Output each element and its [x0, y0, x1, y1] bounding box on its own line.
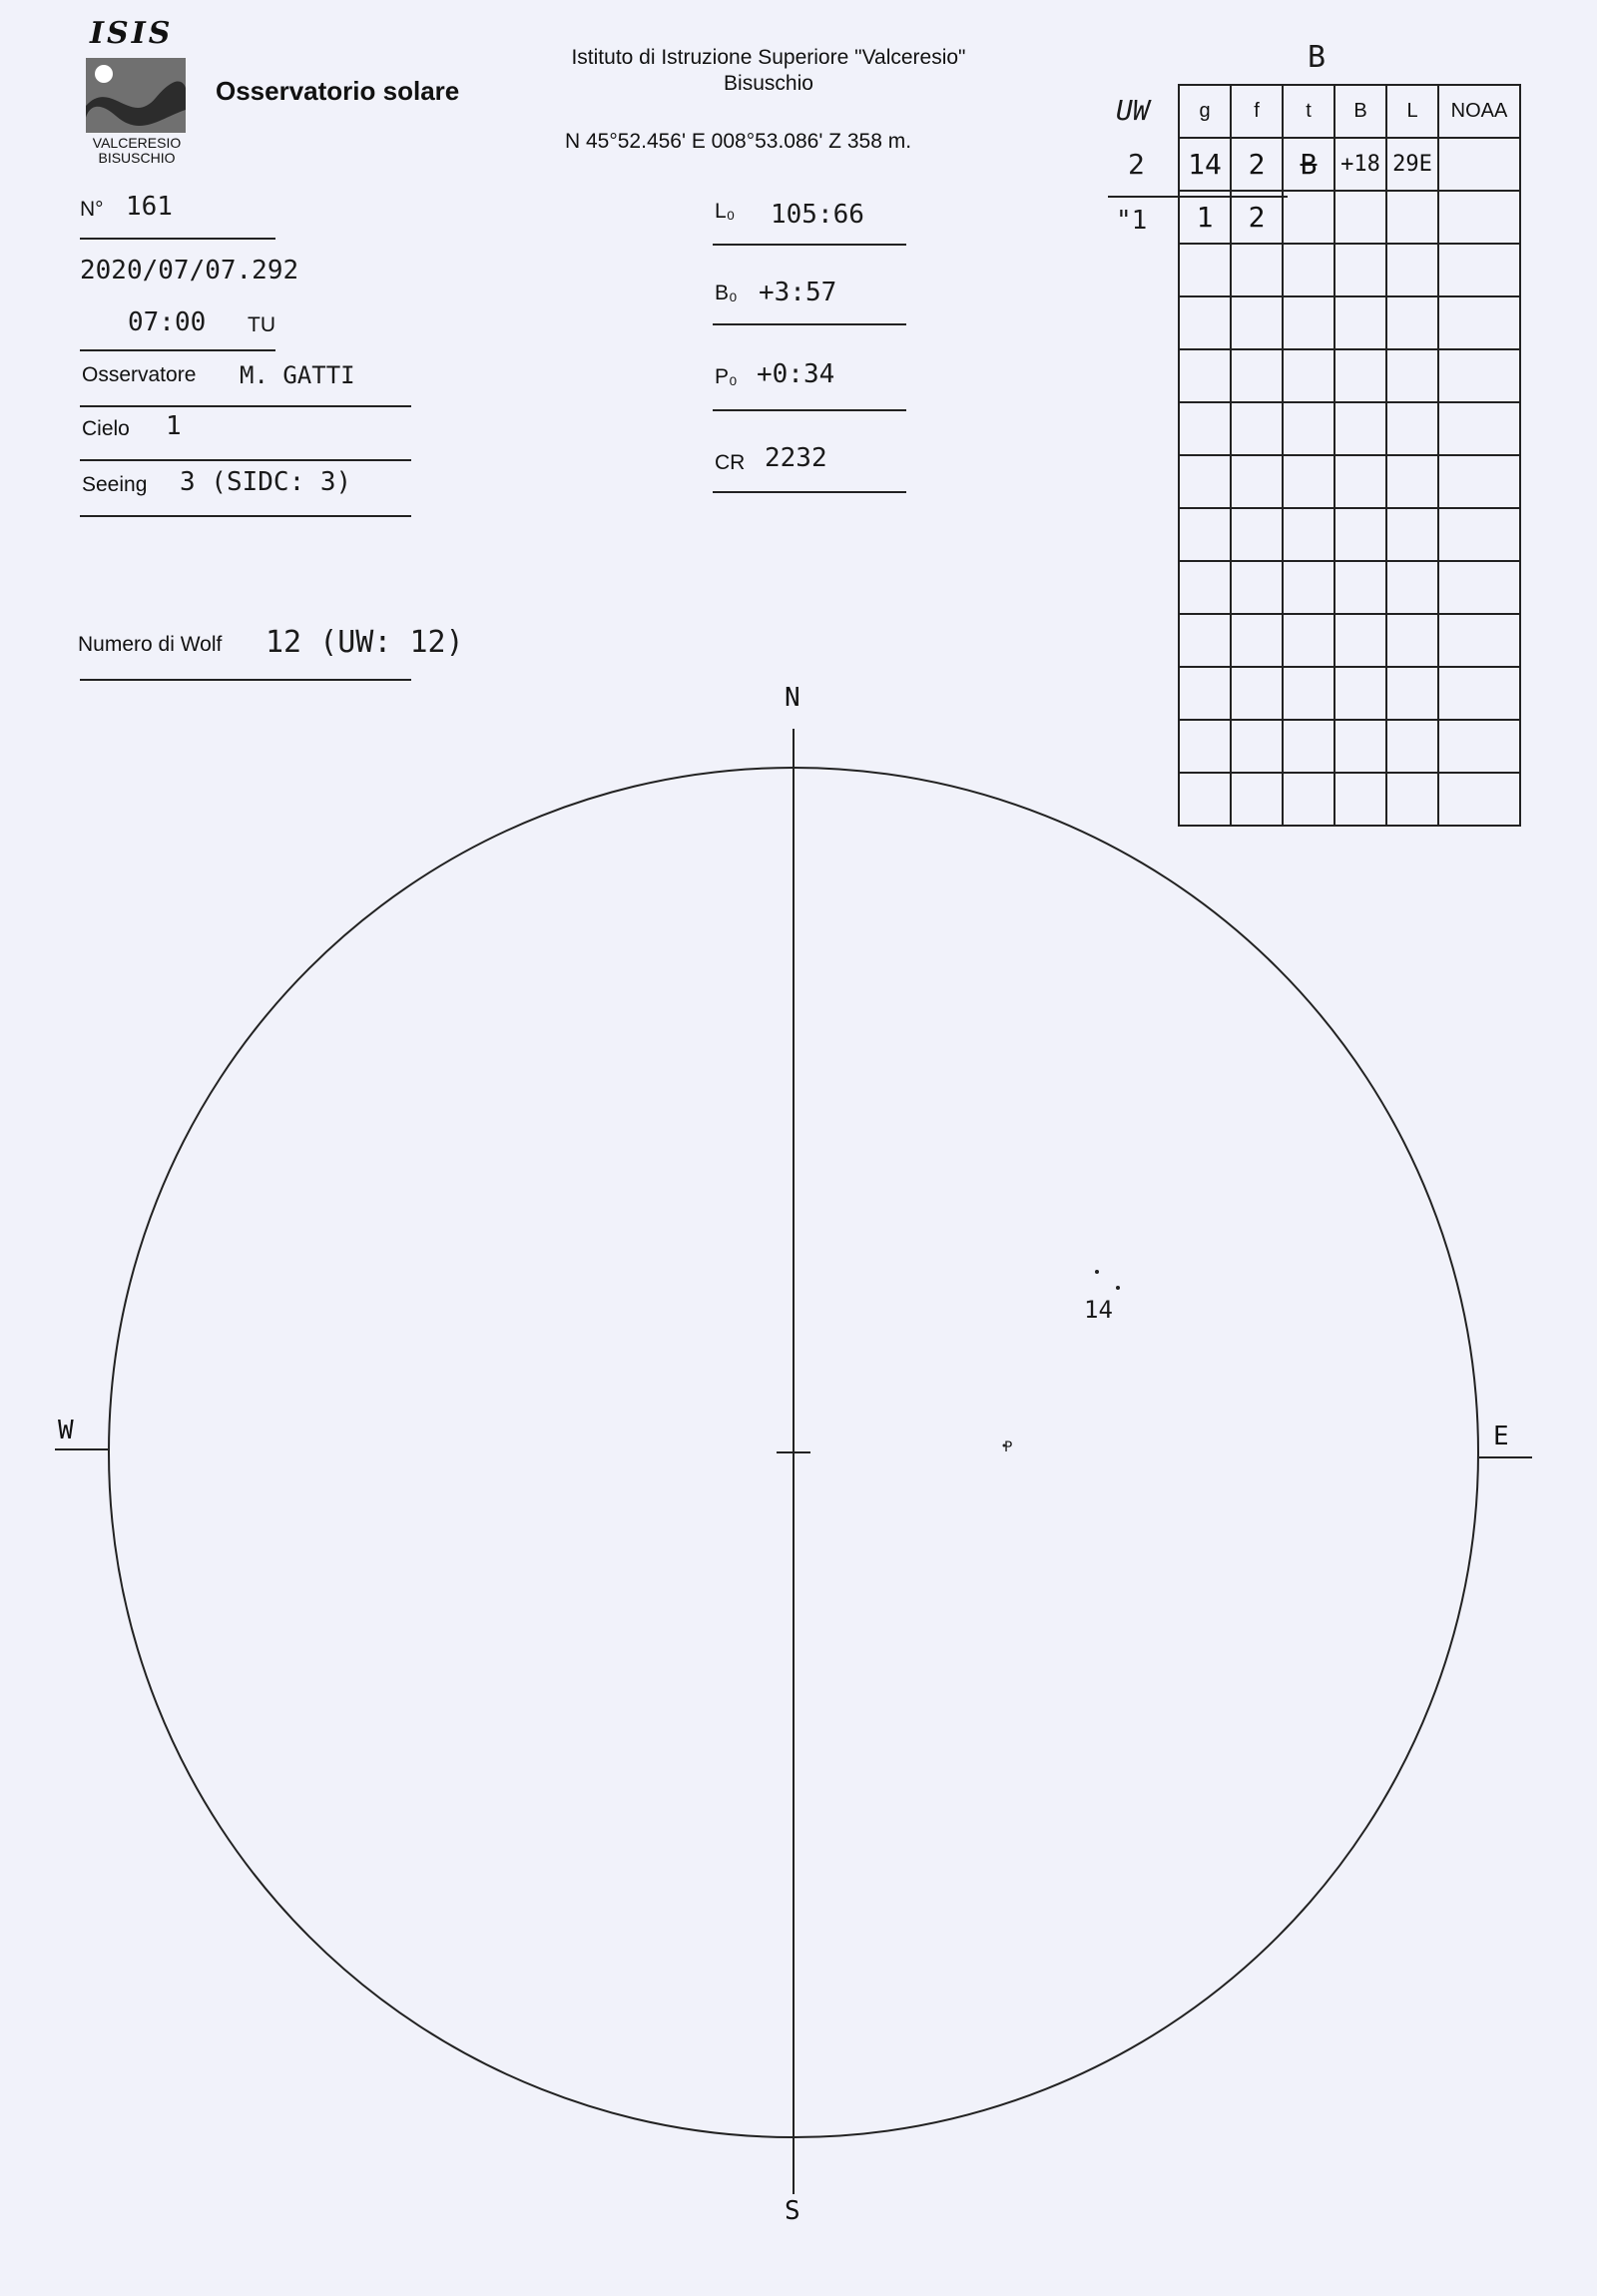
- sunspot-dot: [1116, 1286, 1120, 1290]
- l0-value: 105:66: [771, 200, 864, 230]
- col-header-f: f: [1231, 85, 1283, 138]
- col-header-g: g: [1179, 85, 1231, 138]
- cr-label: CR: [715, 451, 746, 474]
- sunspot-dot: [1095, 1270, 1099, 1274]
- pore-label: P: [1004, 1439, 1013, 1455]
- observatory-title: Osservatorio solare: [216, 76, 460, 106]
- wolf-label: Numero di Wolf: [78, 633, 223, 656]
- l0-label: L₀: [715, 200, 736, 223]
- logo-line-1: VALCERESIO: [92, 135, 182, 151]
- number-label: N°: [80, 198, 104, 221]
- p0-label: P₀: [715, 365, 738, 388]
- uw-row-1: 2: [1128, 148, 1145, 181]
- date-value: 2020/07/07.292: [80, 256, 299, 286]
- b0-value: +3:57: [759, 278, 837, 307]
- logo-line-2: BISUSCHIO: [98, 150, 176, 166]
- number-value: 161: [126, 192, 173, 222]
- north-label: N: [785, 683, 800, 713]
- institute-city: Bisuschio: [724, 72, 813, 95]
- east-label: E: [1493, 1422, 1509, 1451]
- logo-wordmark: ISIS: [90, 16, 174, 51]
- col-header-t: t: [1283, 85, 1334, 138]
- wolf-value: 12 (UW: 12): [266, 625, 464, 660]
- observer-label: Osservatore: [82, 363, 197, 386]
- sky-value: 1: [166, 411, 182, 441]
- time-value: 07:00: [128, 307, 207, 337]
- col-header-noaa: NOAA: [1438, 85, 1520, 138]
- table-title: B: [1308, 40, 1327, 75]
- observer-value: M. GATTI: [240, 361, 355, 389]
- table-cell: 14: [1179, 138, 1231, 191]
- institute-name: Istituto di Istruzione Superiore "Valceresio": [571, 46, 966, 69]
- seeing-value: 3 (SIDC: 3): [180, 467, 352, 497]
- cr-value: 2232: [765, 443, 827, 473]
- col-header-b: B: [1334, 85, 1386, 138]
- uw-label: UW: [1116, 94, 1150, 127]
- table-cell: B: [1283, 138, 1334, 191]
- table-cell: 1: [1179, 191, 1231, 244]
- south-label: S: [785, 2196, 800, 2226]
- seeing-label: Seeing: [82, 473, 148, 496]
- table-cell: 2: [1231, 191, 1283, 244]
- uw-row-2: "1: [1116, 206, 1148, 236]
- site-coordinates: N 45°52.456' E 008°53.086' Z 358 m.: [565, 130, 912, 153]
- group-label: 14: [1084, 1296, 1113, 1324]
- time-unit: TU: [248, 313, 275, 336]
- col-header-l: L: [1386, 85, 1438, 138]
- sky-label: Cielo: [82, 417, 130, 440]
- b0-label: B₀: [715, 282, 738, 304]
- table-cell: +18: [1334, 138, 1386, 191]
- table-cell: 2: [1231, 138, 1283, 191]
- table-cell: 29E: [1386, 138, 1438, 191]
- west-label: W: [58, 1416, 74, 1445]
- p0-value: +0:34: [757, 359, 835, 389]
